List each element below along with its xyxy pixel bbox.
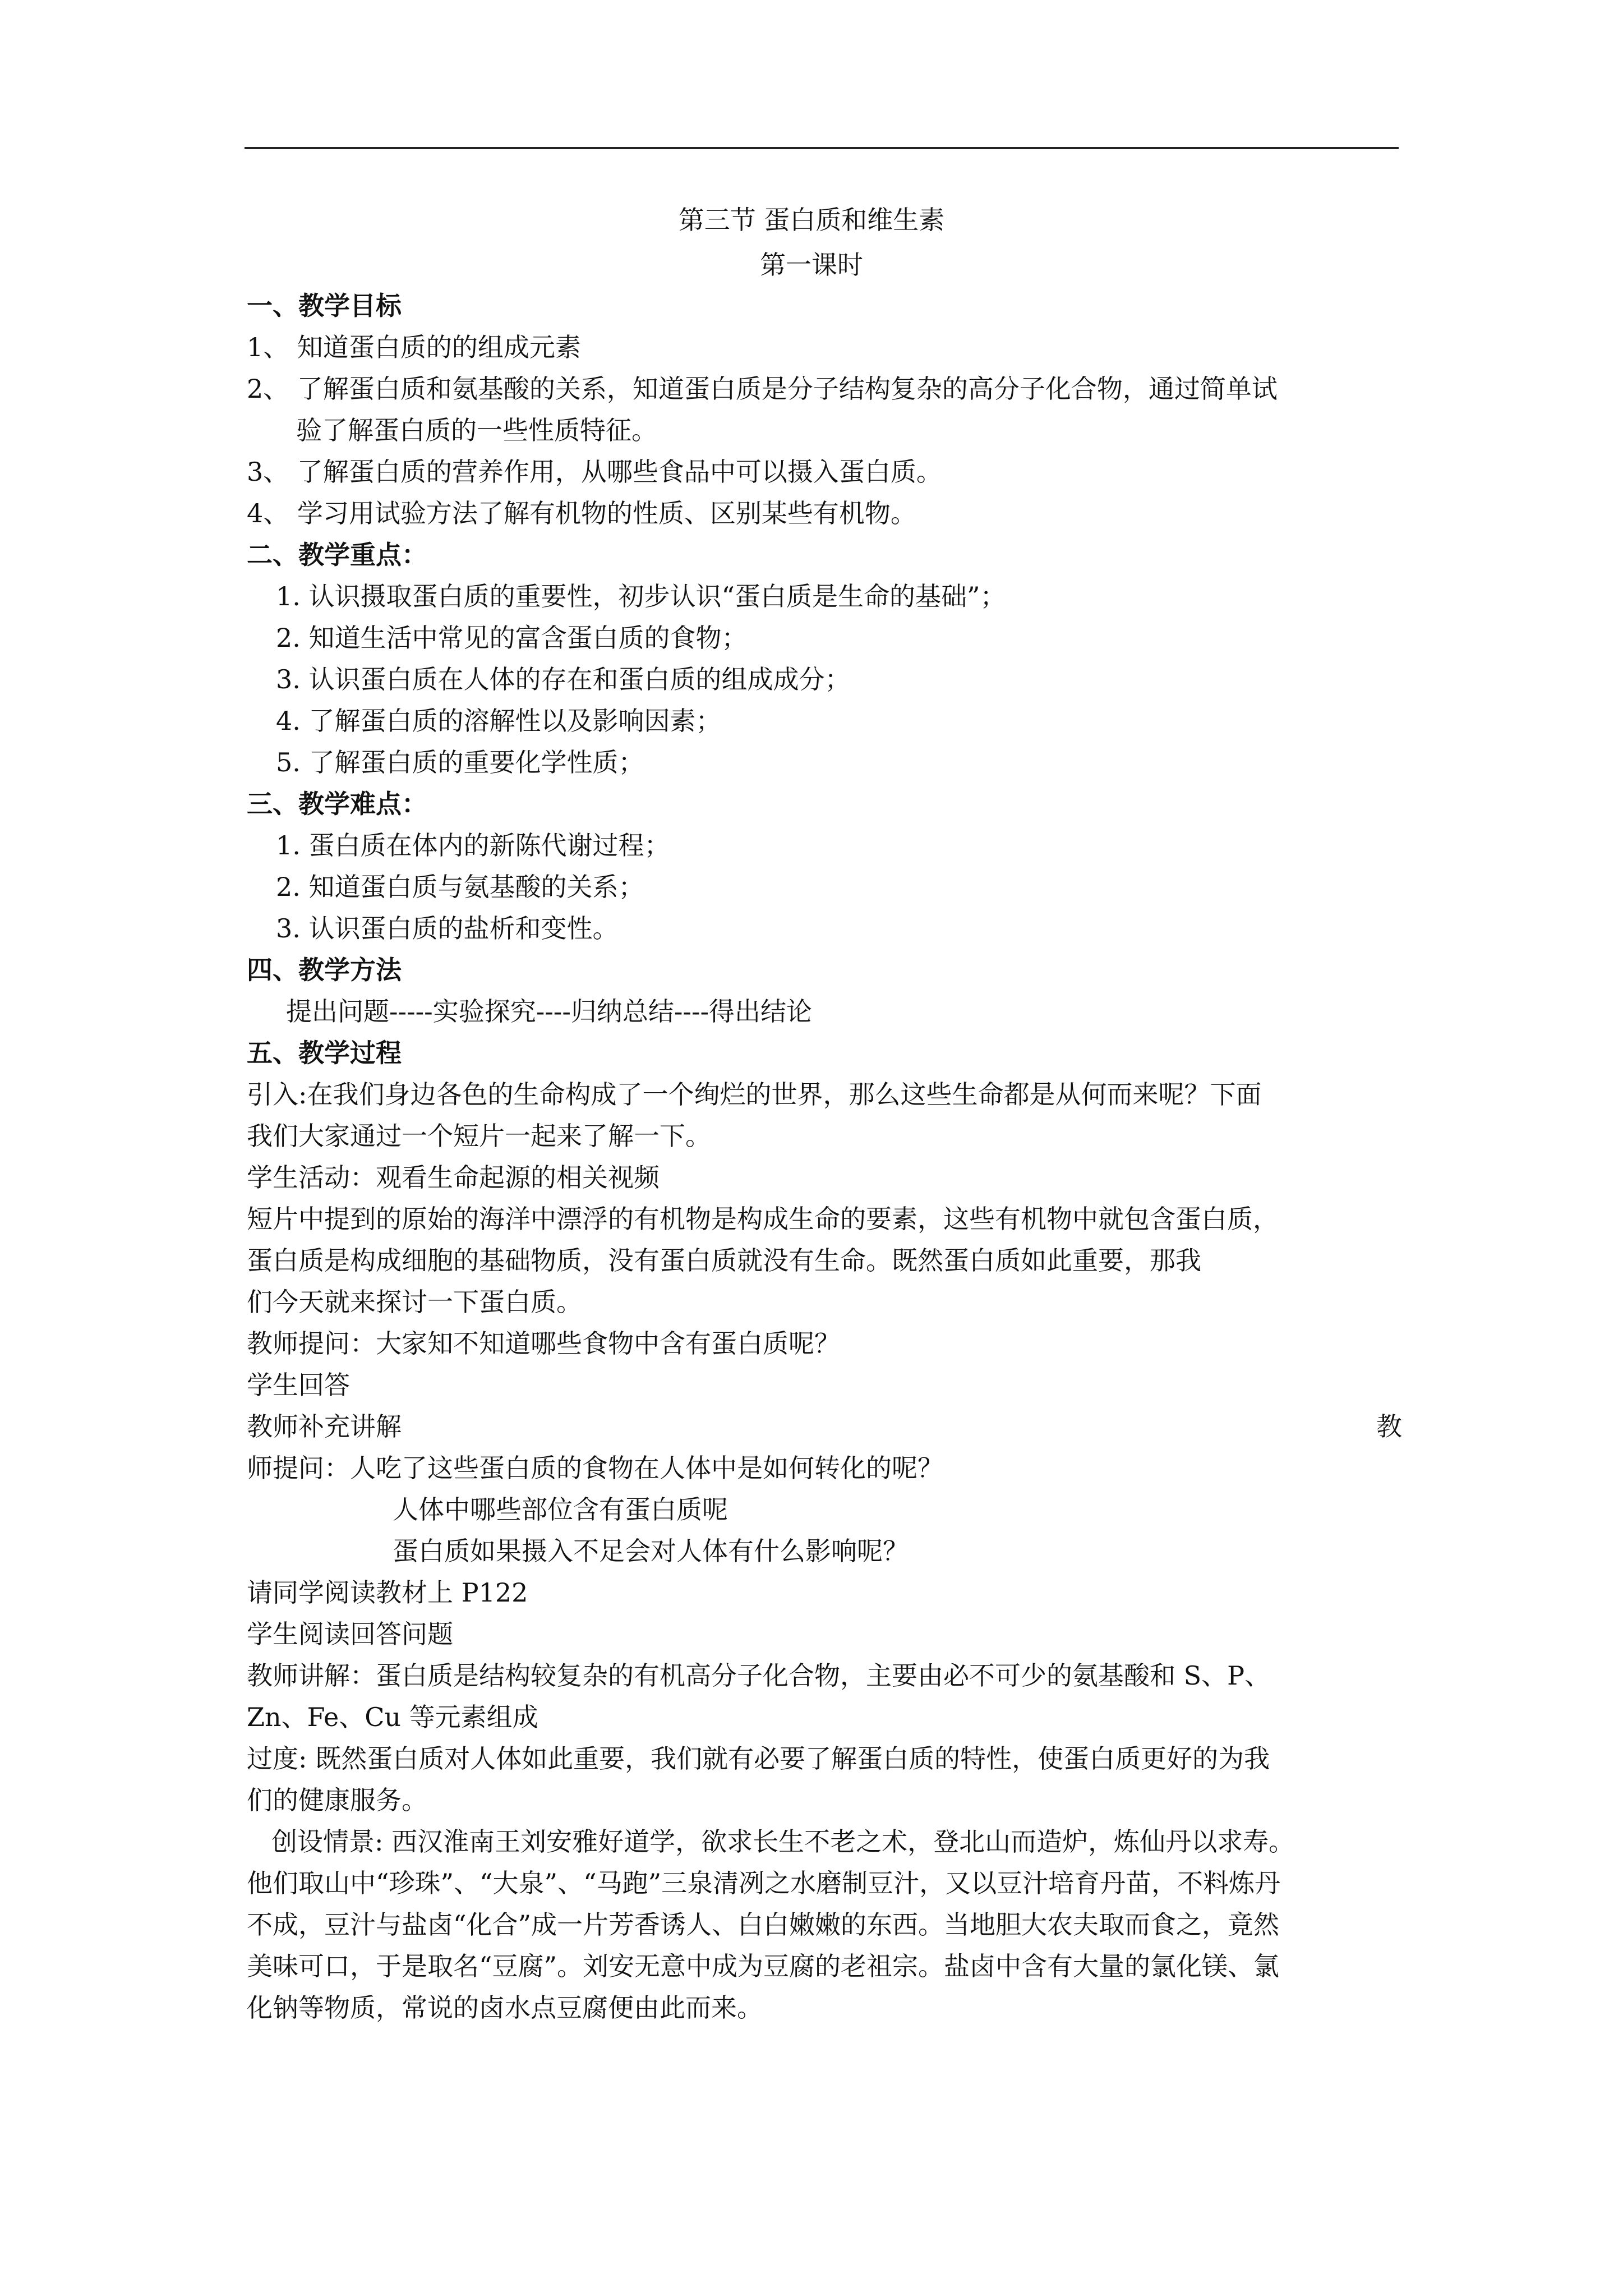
method-text: 提出问题-----实验探究----归纳总结----得出结论 (286, 996, 813, 1027)
process-line: Zn、Fe、Cu 等元素组成 (247, 1702, 538, 1732)
section-heading: 四、教学方法 (247, 955, 402, 985)
indented-question: 蛋白质如果摄入不足会对人体有什么影响呢？ (393, 1536, 909, 1566)
key-point-item: 4. 了解蛋白质的溶解性以及影响因素； (276, 706, 722, 736)
difficulty-item: 3. 认识蛋白质的盐析和变性。 (276, 913, 619, 944)
document-body (247, 285, 1402, 2028)
objective-item: 4、 学习用试验方法了解有机物的性质、区别某些有机物。 (247, 498, 916, 528)
process-line: 教师讲解：蛋白质是结构较复杂的有机高分子化合物，主要由必不可少的氨基酸和 S、P、 (247, 1660, 1271, 1691)
header-rule (245, 147, 1399, 149)
process-line: 请同学阅读教材上 P122 (247, 1577, 528, 1608)
key-point-item: 2. 知道生活中常见的富含蛋白质的食物； (276, 623, 748, 653)
section-heading: 二、教学重点： (247, 540, 427, 570)
process-line: 教师提问：大家知不知道哪些食物中含有蛋白质呢？ (247, 1328, 840, 1359)
key-point-item: 3. 认识蛋白质在人体的存在和蛋白质的组成成分； (276, 664, 851, 694)
process-line (247, 1406, 1402, 1447)
process-line: 学生回答 (247, 1370, 350, 1400)
page-title: 第三节 蛋白质和维生素 (678, 205, 945, 235)
story-line: 不成，豆汁与盐卤“化合”成一片芳香诱人、白白嫩嫩的东西。当地胆大农夫取而食之，竟然 (247, 1910, 1280, 1940)
story-line: 化钠等物质，常说的卤水点豆腐便由此而来。 (247, 1993, 763, 2023)
process-line: 我们大家通过一个短片一起来了解一下。 (247, 1121, 711, 1151)
section-heading: 一、教学目标 (247, 291, 402, 321)
indented-question: 人体中哪些部位含有蛋白质呢 (393, 1494, 728, 1525)
objective-item-continuation: 验了解蛋白质的一些性质特征。 (296, 415, 657, 445)
process-line: 引入:在我们身边各色的生命构成了一个绚烂的世界，那么这些生命都是从何而来呢？下面 (247, 1079, 1262, 1110)
split-right-text: 教 (1376, 1411, 1402, 1442)
story-line: 他们取山中“珍珠”、“大泉”、“马跑”三泉清冽之水磨制豆汁，又以豆汁培育丹苗，不料炼丹 (247, 1868, 1281, 1898)
process-line: 们的健康服务。 (247, 1785, 427, 1815)
process-line: 师提问：人吃了这些蛋白质的食物在人体中是如何转化的呢？ (247, 1453, 943, 1483)
process-line: 过度: 既然蛋白质对人体如此重要，我们就有必要了解蛋白质的特性，使蛋白质更好的为我 (247, 1743, 1270, 1774)
objective-item: 1、 知道蛋白质的的组成元素 (247, 332, 581, 362)
difficulty-item: 2. 知道蛋白质与氨基酸的关系； (276, 872, 644, 902)
process-line: 短片中提到的原始的海洋中漂浮的有机物是构成生命的要素，这些有机物中就包含蛋白质， (247, 1204, 1279, 1234)
process-line: 学生阅读回答问题 (247, 1619, 453, 1649)
difficulty-item: 1. 蛋白质在体内的新陈代谢过程； (276, 830, 670, 861)
story-line: 创设情景: 西汉淮南王刘安雅好道学，欲求长生不老之术，登北山而造炉，炼仙丹以求寿。 (271, 1826, 1295, 1857)
objective-item: 3、 了解蛋白质的营养作用，从哪些食品中可以摄入蛋白质。 (247, 457, 942, 487)
story-line: 美味可口，于是取名“豆腐”。刘安无意中成为豆腐的老祖宗。盐卤中含有大量的氯化镁、氯 (247, 1951, 1280, 1981)
key-point-item: 1. 认识摄取蛋白质的重要性，初步认识“蛋白质是生命的基础”； (276, 581, 1006, 611)
process-line: 蛋白质是构成细胞的基础物质，没有蛋白质就没有生命。既然蛋白质如此重要，那我 (247, 1245, 1201, 1276)
section-heading: 五、教学过程 (247, 1038, 402, 1068)
objective-item: 2、 了解蛋白质和氨基酸的关系，知道蛋白质是分子结构复杂的高分子化合物，通过简单试 (247, 374, 1278, 404)
key-point-item: 5. 了解蛋白质的重要化学性质； (276, 747, 644, 777)
page-subtitle: 第一课时 (760, 250, 863, 280)
split-left-text: 教师补充讲解 (247, 1411, 402, 1442)
process-line: 们今天就来探讨一下蛋白质。 (247, 1287, 582, 1317)
process-line: 学生活动：观看生命起源的相关视频 (247, 1162, 660, 1193)
section-heading: 三、教学难点： (247, 789, 427, 819)
